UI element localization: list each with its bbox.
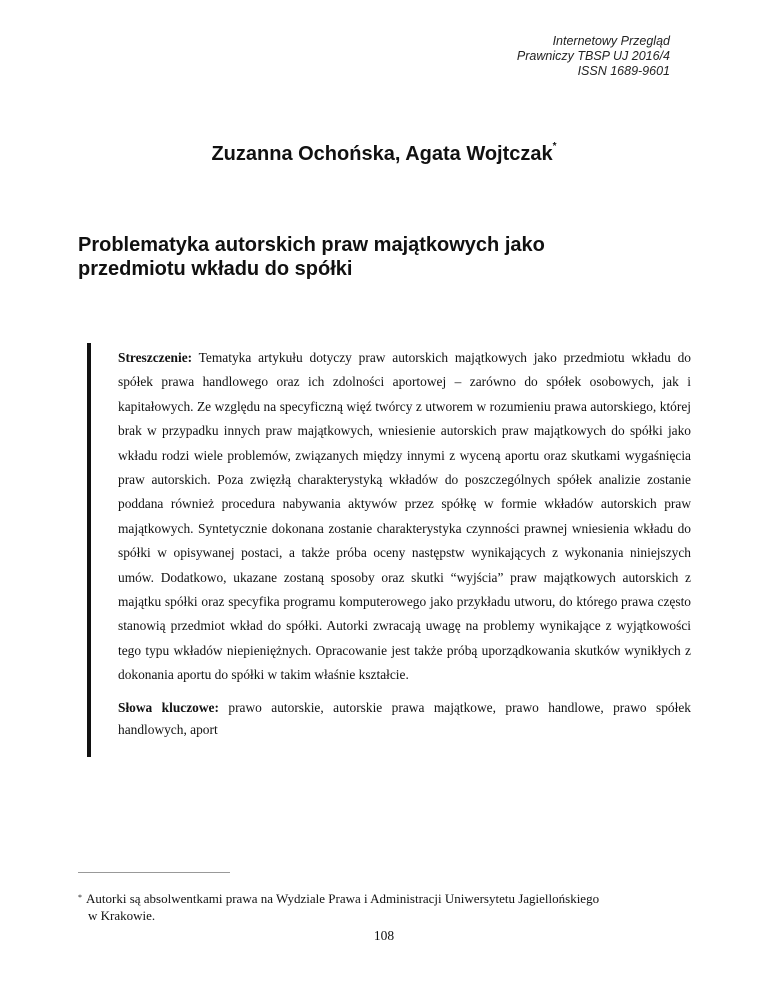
keywords-label: Słowa kluczowe: — [118, 699, 219, 715]
article-title: Problematyka autorskich praw majątkowych jako przedmiotu wkładu do spółki — [78, 234, 545, 280]
abstract-paragraph — [118, 346, 691, 688]
footnote-line1 — [78, 890, 692, 907]
abstract-bar — [87, 343, 91, 757]
abstract — [118, 346, 691, 741]
abstract-text: Tematyka artykułu dotyczy praw autorskich majątkowych jako przedmiotu wkładu do spółek prawa handlowego oraz ich zdolności aportowej – zarówno do spółek osobowych, jak i kapitałowych. Ze względu na specyficzną więź twórcy z utworem w rozumieniu prawa autorskiego, której brak w przypadku innych praw majątkowych, wniesienie autorskich praw majątkowych do spółki jako wkładu rodzi wiele problemów, związanych między innymi z wyceną aportu oraz skutkami wygaśnięcia praw autorskich. Poza zwięzłą charakterystyką wkładów do poszczególnych spółek analizie zostanie poddana również procedura nabywania aktywów przez spółkę w formie wkładów autorskich praw majątkowych. Syntetycznie dokonana zostanie charakterystyka czynności prawnej wniesienia wkładu do spółki w opisywanej postaci, a także próba oceny następstw wynikających z wykonania niniejszych umów. Dodatkowo, ukazane zostaną sposoby oraz skutki “wyjścia” praw majątkowych autorskich z majątku spółki oraz specyfika programu komputerowego jako przykładu utworu, do którego prawa często stanowią przedmiot wkład do spółki. Autorki zwracają uwagę na problemy wynikające z wyjątkowości tego typu wkładów niepieniężnych. Opracowanie jest także próbą uporządkowania skutków wynikłych z dokonania aportu do spółki w takim właśnie kształcie. — [118, 350, 691, 683]
footnote-text-line1: Autorki są absolwentkami prawa na Wydziale Prawa i Administracji Uniwersytetu Jagiellońskiego — [86, 891, 600, 906]
keywords-paragraph — [118, 697, 691, 741]
footnote-text-line2: w Krakowie. — [88, 908, 156, 923]
page-number: 108 — [373, 928, 395, 943]
authors — [0, 143, 768, 166]
author-names: Zuzanna Ochońska, Agata Wojtczak — [211, 143, 553, 165]
footnote — [78, 890, 692, 924]
keywords-text: prawo autorskie, autorskie prawa majątkowe, prawo handlowe, prawo spółek handlowych, aport — [118, 699, 691, 737]
journal-issn: ISSN 1689-9601 — [577, 64, 670, 78]
author-footnote-marker: * — [552, 141, 557, 152]
abstract-label: Streszczenie: — [118, 350, 193, 365]
journal-name-line2: Prawniczy TBSP UJ 2016/4 — [516, 49, 670, 63]
journal-header — [517, 34, 670, 79]
footnote-divider — [78, 872, 230, 873]
footnote-marker: * — [78, 893, 82, 902]
journal-name-line1: Internetowy Przegląd — [552, 34, 670, 48]
